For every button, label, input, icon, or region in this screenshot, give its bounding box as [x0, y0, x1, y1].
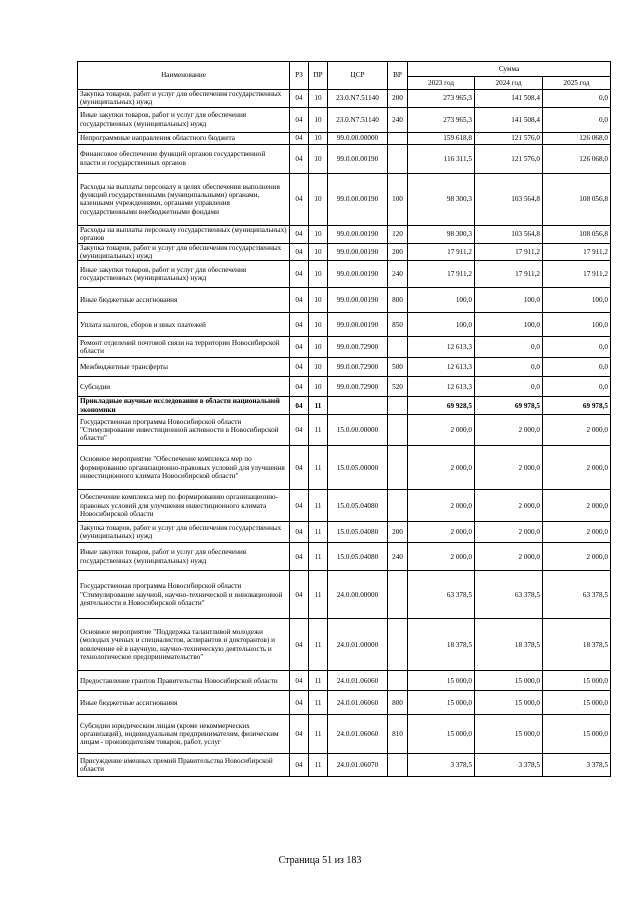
row-value-2025: 0,0: [543, 358, 611, 377]
row-vr: 500: [388, 358, 408, 377]
row-csr: 24.0.01.06060: [328, 671, 388, 691]
row-value-2024: 17 911,2: [475, 261, 543, 288]
row-vr: 520: [388, 377, 408, 397]
row-value-2024: 103 564,8: [475, 173, 543, 225]
row-rz: 04: [290, 358, 309, 377]
row-value-2025: 69 978,5: [543, 397, 611, 415]
row-value-2025: 15 000,0: [543, 671, 611, 691]
header-vr: ВР: [388, 62, 408, 90]
row-csr: 99.0.00.72900: [328, 337, 388, 358]
row-name: Уплата налогов, сборов и иных платежей: [78, 313, 290, 337]
table-row: [78, 358, 611, 377]
row-value-2024: 18 378,5: [475, 619, 543, 671]
row-rz: 04: [290, 619, 309, 671]
row-pr: 10: [309, 377, 328, 397]
row-value-2024: 100,0: [475, 313, 543, 337]
row-value-2023: 3 378,5: [408, 754, 475, 777]
row-value-2025: 0,0: [543, 377, 611, 397]
budget-table: [77, 61, 611, 777]
table-row: [78, 397, 611, 415]
row-value-2023: 2 000,0: [408, 543, 475, 571]
table-row: [78, 490, 611, 522]
row-vr: [388, 446, 408, 490]
row-value-2023: 2 000,0: [408, 415, 475, 446]
row-value-2024: 2 000,0: [475, 490, 543, 522]
row-name: Иные закупки товаров, работ и услуг для обеспечения государственных (муниципальных) нужд: [78, 543, 290, 571]
row-value-2024: 17 911,2: [475, 243, 543, 261]
row-csr: 24.0.00.00000: [328, 571, 388, 619]
table-row: [78, 90, 611, 108]
row-pr: 10: [309, 132, 328, 144]
row-value-2025: 100,0: [543, 313, 611, 337]
row-value-2023: 12 613,3: [408, 337, 475, 358]
row-value-2023: 2 000,0: [408, 490, 475, 522]
row-value-2023: 98 300,3: [408, 225, 475, 243]
row-rz: 04: [290, 225, 309, 243]
row-pr: 10: [309, 243, 328, 261]
row-vr: 200: [388, 243, 408, 261]
row-vr: 240: [388, 261, 408, 288]
row-csr: 24.0.01.06060: [328, 691, 388, 715]
row-value-2024: 2 000,0: [475, 522, 543, 543]
row-value-2023: 15 000,0: [408, 691, 475, 715]
row-vr: 240: [388, 107, 408, 132]
row-csr: 99.0.00.00190: [328, 225, 388, 243]
row-rz: 04: [290, 288, 309, 313]
row-pr: 11: [309, 490, 328, 522]
row-vr: 100: [388, 173, 408, 225]
row-rz: 04: [290, 107, 309, 132]
table-row: [78, 132, 611, 144]
header-csr: ЦСР: [328, 62, 388, 90]
row-vr: 120: [388, 225, 408, 243]
row-name: Присуждение именных премий Правительства Новосибирской области: [78, 754, 290, 777]
row-value-2023: 63 378,5: [408, 571, 475, 619]
row-value-2025: 126 068,0: [543, 132, 611, 144]
row-value-2024: 15 000,0: [475, 715, 543, 754]
table-row: [78, 446, 611, 490]
row-value-2025: 2 000,0: [543, 446, 611, 490]
row-vr: [388, 132, 408, 144]
row-value-2024: 3 378,5: [475, 754, 543, 777]
table-row: [78, 337, 611, 358]
row-value-2025: 126 068,0: [543, 144, 611, 173]
header-pr: ПР: [309, 62, 328, 90]
row-rz: 04: [290, 132, 309, 144]
row-csr: 15.0.05.04080: [328, 543, 388, 571]
row-vr: [388, 337, 408, 358]
row-value-2024: 2 000,0: [475, 446, 543, 490]
table-row: [78, 543, 611, 571]
row-rz: 04: [290, 337, 309, 358]
row-csr: 99.0.00.00000: [328, 132, 388, 144]
row-pr: 10: [309, 288, 328, 313]
header-year-2025: 2025 год: [543, 77, 611, 90]
row-name: Субсидии юридическим лицам (кроме некоммерческих организаций), индивидуальным предпринимателям, физическим лицам - производителям товаров, работ, услуг: [78, 715, 290, 754]
row-name: Закупка товаров, работ и услуг для обеспечения государственных (муниципальных) нужд: [78, 90, 290, 108]
row-value-2023: 15 000,0: [408, 671, 475, 691]
row-name: Непрограммные направления областного бюджета: [78, 132, 290, 144]
row-pr: 11: [309, 754, 328, 777]
row-csr: 99.0.00.00190: [328, 243, 388, 261]
row-value-2025: 2 000,0: [543, 490, 611, 522]
row-csr: 15.0.05.04080: [328, 522, 388, 543]
row-csr: 15.0.05.04080: [328, 490, 388, 522]
row-csr: 15.0.00.00000: [328, 415, 388, 446]
table-row: [78, 619, 611, 671]
row-name: Субсидии: [78, 377, 290, 397]
row-value-2023: 159 618,8: [408, 132, 475, 144]
row-value-2025: 0,0: [543, 90, 611, 108]
row-pr: 10: [309, 313, 328, 337]
row-name: Основное мероприятие "Поддержка талантливой молодежи (молодых ученых и специалистов, аспирантов и докторантов) и вовлечение её в научную, научно-техническую деятельность и технологическое предпринимательство": [78, 619, 290, 671]
row-vr: 240: [388, 543, 408, 571]
row-vr: 850: [388, 313, 408, 337]
row-csr: 15.0.05.00000: [328, 446, 388, 490]
row-value-2025: 63 378,5: [543, 571, 611, 619]
row-value-2023: 98 300,3: [408, 173, 475, 225]
row-value-2024: 63 378,5: [475, 571, 543, 619]
table-row: [78, 671, 611, 691]
row-value-2025: 100,0: [543, 288, 611, 313]
table-row: [78, 107, 611, 132]
row-name: Иные бюджетные ассигнования: [78, 691, 290, 715]
row-value-2025: 17 911,2: [543, 243, 611, 261]
row-value-2025: 15 000,0: [543, 715, 611, 754]
row-pr: 11: [309, 415, 328, 446]
header-sum: Сумма: [408, 62, 611, 77]
header-year-2024: 2024 год: [475, 77, 543, 90]
row-value-2023: 17 911,2: [408, 261, 475, 288]
row-value-2024: 103 564,8: [475, 225, 543, 243]
row-csr: 24.0.01.00000: [328, 619, 388, 671]
row-vr: 810: [388, 715, 408, 754]
row-pr: 10: [309, 173, 328, 225]
row-pr: 11: [309, 671, 328, 691]
row-value-2023: 2 000,0: [408, 446, 475, 490]
row-csr: 99.0.00.00190: [328, 173, 388, 225]
row-pr: 10: [309, 225, 328, 243]
row-value-2025: 0,0: [543, 337, 611, 358]
row-rz: 04: [290, 173, 309, 225]
row-value-2025: 0,0: [543, 107, 611, 132]
row-value-2024: 100,0: [475, 288, 543, 313]
header-name: Наименование: [78, 62, 290, 90]
row-name: Расходы на выплаты персоналу в целях обеспечения выполнения функций государственными (муниципальными) органами, казенными учреждениями, органами управления государственными внебюджетными фондами: [78, 173, 290, 225]
row-value-2024: 15 000,0: [475, 691, 543, 715]
row-rz: 04: [290, 691, 309, 715]
row-value-2025: 2 000,0: [543, 415, 611, 446]
table-row: [78, 691, 611, 715]
table-row: [78, 415, 611, 446]
row-vr: 800: [388, 288, 408, 313]
row-rz: 04: [290, 754, 309, 777]
row-csr: 99.0.00.72900: [328, 358, 388, 377]
row-rz: 04: [290, 90, 309, 108]
table-row: [78, 754, 611, 777]
table-row: [78, 261, 611, 288]
row-pr: 10: [309, 261, 328, 288]
table-row: [78, 571, 611, 619]
row-csr: 24.0.01.06060: [328, 715, 388, 754]
row-value-2025: 2 000,0: [543, 522, 611, 543]
table-row: [78, 715, 611, 754]
row-name: Прикладные научные исследования в области национальной экономики: [78, 397, 290, 415]
header-year-2023: 2023 год: [408, 77, 475, 90]
row-name: Закупка товаров, работ и услуг для обеспечения государственных (муниципальных) нужд: [78, 243, 290, 261]
row-name: Обеспечение комплекса мер по формированию организационно-правовых условий для улучшения инвестиционного климата Новосибирской области: [78, 490, 290, 522]
row-name: Иные закупки товаров, работ и услуг для обеспечения государственных (муниципальных) нужд: [78, 107, 290, 132]
row-value-2023: 100,0: [408, 288, 475, 313]
row-rz: 04: [290, 377, 309, 397]
row-vr: [388, 397, 408, 415]
row-vr: [388, 490, 408, 522]
row-value-2023: 69 928,5: [408, 397, 475, 415]
row-name: Государственная программа Новосибирской области "Стимулирование научной, научно-технической и инновационной деятельности в Новосибирской области": [78, 571, 290, 619]
row-value-2024: 141 508,4: [475, 107, 543, 132]
row-value-2024: 15 000,0: [475, 671, 543, 691]
table-row: [78, 243, 611, 261]
row-name: Межбюджетные трансферты: [78, 358, 290, 377]
header-rz: РЗ: [290, 62, 309, 90]
row-pr: 10: [309, 144, 328, 173]
row-csr: 23.0.N7.51140: [328, 90, 388, 108]
row-rz: 04: [290, 415, 309, 446]
row-value-2025: 17 911,2: [543, 261, 611, 288]
row-rz: 04: [290, 543, 309, 571]
row-vr: 200: [388, 522, 408, 543]
row-value-2025: 3 378,5: [543, 754, 611, 777]
table-header: [78, 62, 611, 90]
row-value-2023: 15 000,0: [408, 715, 475, 754]
row-value-2024: 2 000,0: [475, 543, 543, 571]
row-value-2023: 273 965,3: [408, 107, 475, 132]
row-pr: 11: [309, 543, 328, 571]
row-value-2025: 108 056,8: [543, 225, 611, 243]
table-row: [78, 522, 611, 543]
row-rz: 04: [290, 261, 309, 288]
row-name: Иные бюджетные ассигнования: [78, 288, 290, 313]
row-value-2024: 2 000,0: [475, 415, 543, 446]
row-rz: 04: [290, 490, 309, 522]
table-row: [78, 144, 611, 173]
row-value-2025: 18 378,5: [543, 619, 611, 671]
row-rz: 04: [290, 671, 309, 691]
row-rz: 04: [290, 313, 309, 337]
row-name: Государственная программа Новосибирской области "Стимулирование инвестиционной активности в Новосибирской области": [78, 415, 290, 446]
row-value-2025: 108 056,8: [543, 173, 611, 225]
row-value-2023: 12 613,3: [408, 377, 475, 397]
row-rz: 04: [290, 571, 309, 619]
row-csr: 99.0.00.00190: [328, 261, 388, 288]
row-vr: 200: [388, 90, 408, 108]
table-row: [78, 225, 611, 243]
row-name: Предоставление грантов Правительства Новосибирской области: [78, 671, 290, 691]
row-value-2023: 100,0: [408, 313, 475, 337]
table-row: [78, 173, 611, 225]
row-pr: 11: [309, 715, 328, 754]
row-value-2024: 0,0: [475, 358, 543, 377]
page-number: Страница 51 из 183: [278, 855, 362, 866]
row-pr: 10: [309, 337, 328, 358]
row-value-2024: 141 508,4: [475, 90, 543, 108]
row-value-2024: 121 576,0: [475, 144, 543, 173]
row-vr: 800: [388, 691, 408, 715]
row-name: Ремонт отделений почтовой связи на территории Новосибирской области: [78, 337, 290, 358]
row-csr: 99.0.00.00190: [328, 288, 388, 313]
row-pr: 10: [309, 107, 328, 132]
row-value-2023: 18 378,5: [408, 619, 475, 671]
row-rz: 04: [290, 397, 309, 415]
row-vr: [388, 571, 408, 619]
row-csr: 24.0.01.06070: [328, 754, 388, 777]
row-value-2023: 12 613,3: [408, 358, 475, 377]
row-vr: [388, 144, 408, 173]
row-csr: [328, 397, 388, 415]
row-pr: 11: [309, 691, 328, 715]
table-row: [78, 313, 611, 337]
row-value-2023: 17 911,2: [408, 243, 475, 261]
row-pr: 11: [309, 446, 328, 490]
row-name: Основное мероприятие "Обеспечение комплекса мер по формированию организационно-правовых условий для улучшения инвестиционного климата Новосибирской области": [78, 446, 290, 490]
row-pr: 11: [309, 619, 328, 671]
row-vr: [388, 671, 408, 691]
row-vr: [388, 415, 408, 446]
row-value-2023: 2 000,0: [408, 522, 475, 543]
row-name: Иные закупки товаров, работ и услуг для обеспечения государственных (муниципальных) нужд: [78, 261, 290, 288]
row-csr: 99.0.00.72900: [328, 377, 388, 397]
row-name: Закупка товаров, работ и услуг для обеспечения государственных (муниципальных) нужд: [78, 522, 290, 543]
row-rz: 04: [290, 144, 309, 173]
row-name: Расходы на выплаты персоналу государственных (муниципальных) органов: [78, 225, 290, 243]
row-value-2024: 0,0: [475, 377, 543, 397]
row-value-2024: 0,0: [475, 337, 543, 358]
table-row: [78, 377, 611, 397]
row-value-2024: 121 576,0: [475, 132, 543, 144]
table-body: [78, 90, 611, 777]
row-csr: 23.0.N7.51140: [328, 107, 388, 132]
row-csr: 99.0.00.00190: [328, 313, 388, 337]
row-pr: 11: [309, 522, 328, 543]
row-value-2025: 15 000,0: [543, 691, 611, 715]
row-rz: 04: [290, 715, 309, 754]
row-pr: 10: [309, 358, 328, 377]
row-rz: 04: [290, 522, 309, 543]
row-pr: 11: [309, 397, 328, 415]
row-vr: [388, 754, 408, 777]
table-row: [78, 288, 611, 313]
row-value-2023: 116 311,5: [408, 144, 475, 173]
row-value-2025: 2 000,0: [543, 543, 611, 571]
row-pr: 11: [309, 571, 328, 619]
row-name: Финансовое обеспечение функций органов государственной власти и государственных органов: [78, 144, 290, 173]
row-value-2023: 273 965,3: [408, 90, 475, 108]
row-value-2024: 69 978,5: [475, 397, 543, 415]
row-csr: 99.0.00.00190: [328, 144, 388, 173]
row-vr: [388, 619, 408, 671]
row-pr: 10: [309, 90, 328, 108]
row-rz: 04: [290, 446, 309, 490]
row-rz: 04: [290, 243, 309, 261]
